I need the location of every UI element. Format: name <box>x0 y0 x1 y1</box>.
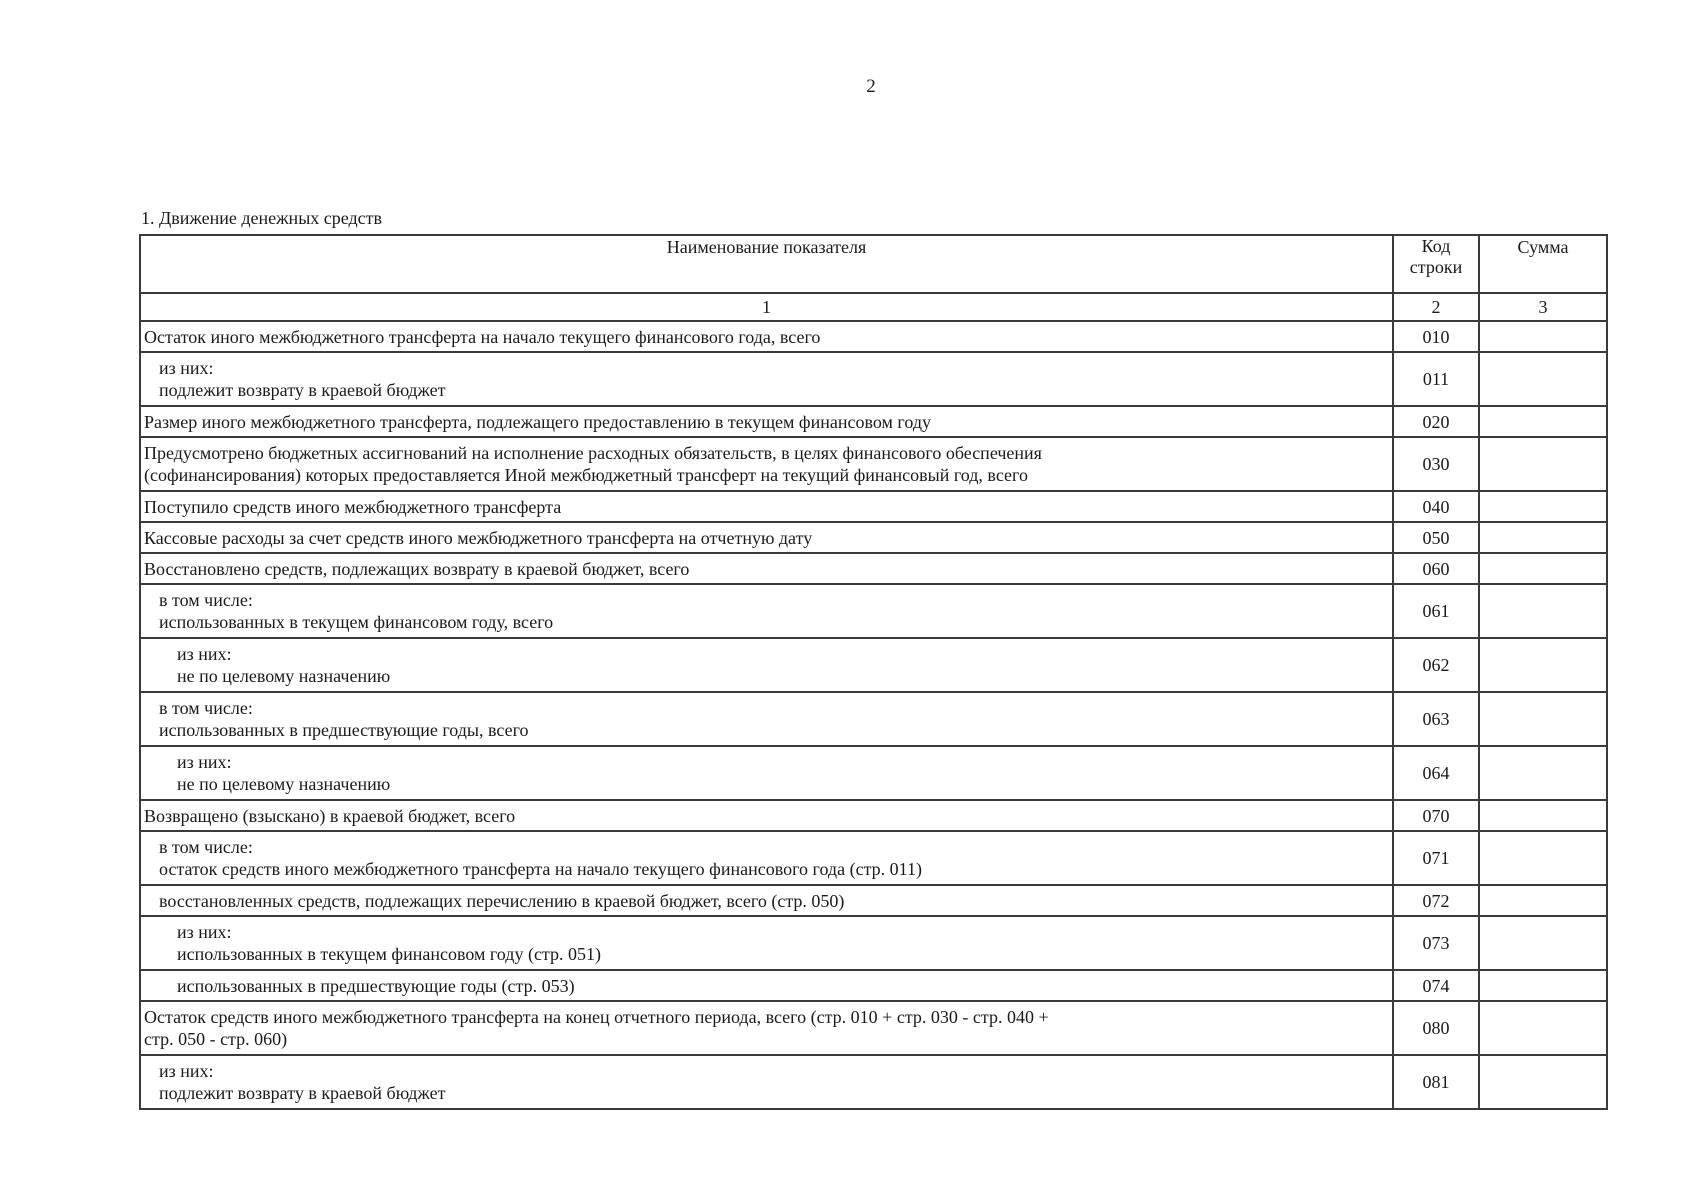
table-row <box>140 916 1607 970</box>
row-code: 073 <box>1393 916 1479 970</box>
row-code: 063 <box>1393 692 1479 746</box>
table-row <box>140 352 1607 406</box>
row-code: 070 <box>1393 800 1479 831</box>
table-row <box>140 1001 1607 1055</box>
row-label: из них: подлежит возврату в краевой бюджет <box>140 1055 1393 1109</box>
row-sum-cell[interactable] <box>1479 522 1607 553</box>
table-row <box>140 553 1607 584</box>
row-sum-cell[interactable] <box>1479 321 1607 352</box>
row-sum-cell[interactable] <box>1479 406 1607 437</box>
row-code: 011 <box>1393 352 1479 406</box>
row-sum-cell[interactable] <box>1479 352 1607 406</box>
row-sum-cell[interactable] <box>1479 437 1607 491</box>
row-sum-cell[interactable] <box>1479 746 1607 800</box>
table-row <box>140 692 1607 746</box>
row-code: 071 <box>1393 831 1479 885</box>
table-row <box>140 970 1607 1001</box>
table-row <box>140 406 1607 437</box>
row-code: 074 <box>1393 970 1479 1001</box>
row-label: Остаток средств иного межбюджетного трансферта на конец отчетного периода, всего (стр. 010 + стр. 030 - стр. 040 + стр. 050 - стр. 060) <box>140 1001 1393 1055</box>
section-title: 1. Движение денежных средств <box>141 208 383 228</box>
table-row <box>140 800 1607 831</box>
row-label: Предусмотрено бюджетных ассигнований на исполнение расходных обязательств, в целях финансового обеспечения (софинансирования) которых предоставляется Иной межбюджетный трансферт на текущий финансовый год, всего <box>140 437 1393 491</box>
row-label: Кассовые расходы за счет средств иного межбюджетного трансферта на отчетную дату <box>140 522 1393 553</box>
row-code: 064 <box>1393 746 1479 800</box>
row-label: в том числе: использованных в текущем финансовом году, всего <box>140 584 1393 638</box>
row-sum-cell[interactable] <box>1479 916 1607 970</box>
row-sum-cell[interactable] <box>1479 491 1607 522</box>
row-label: из них: подлежит возврату в краевой бюджет <box>140 352 1393 406</box>
row-label: Восстановлено средств, подлежащих возврату в краевой бюджет, всего <box>140 553 1393 584</box>
row-label: Остаток иного межбюджетного трансферта на начало текущего финансового года, всего <box>140 321 1393 352</box>
table-row <box>140 321 1607 352</box>
row-code: 080 <box>1393 1001 1479 1055</box>
row-sum-cell[interactable] <box>1479 970 1607 1001</box>
row-sum-cell[interactable] <box>1479 831 1607 885</box>
row-code: 040 <box>1393 491 1479 522</box>
table-row <box>140 522 1607 553</box>
table-row <box>140 437 1607 491</box>
row-sum-cell[interactable] <box>1479 638 1607 692</box>
row-code: 020 <box>1393 406 1479 437</box>
row-sum-cell[interactable] <box>1479 584 1607 638</box>
column-number-2: 2 <box>1393 293 1479 321</box>
column-number-3: 3 <box>1479 293 1607 321</box>
row-sum-cell[interactable] <box>1479 692 1607 746</box>
row-sum-cell[interactable] <box>1479 885 1607 916</box>
column-number-1: 1 <box>140 293 1393 321</box>
row-code: 030 <box>1393 437 1479 491</box>
header-sum: Сумма <box>1479 235 1607 293</box>
table-row <box>140 746 1607 800</box>
header-indicator-name: Наименование показателя <box>140 235 1393 293</box>
row-sum-cell[interactable] <box>1479 553 1607 584</box>
row-code: 050 <box>1393 522 1479 553</box>
row-label: в том числе: использованных в предшествующие годы, всего <box>140 692 1393 746</box>
table-row <box>140 491 1607 522</box>
row-code: 061 <box>1393 584 1479 638</box>
header-row-code: Код строки <box>1393 235 1479 293</box>
row-sum-cell[interactable] <box>1479 1001 1607 1055</box>
row-label: из них: не по целевому назначению <box>140 638 1393 692</box>
row-code: 060 <box>1393 553 1479 584</box>
row-label: из них: использованных в текущем финансовом году (стр. 051) <box>140 916 1393 970</box>
row-label: восстановленных средств, подлежащих перечислению в краевой бюджет, всего (стр. 050) <box>140 885 1393 916</box>
row-label: использованных в предшествующие годы (стр. 053) <box>140 970 1393 1001</box>
table-row <box>140 885 1607 916</box>
row-code: 010 <box>1393 321 1479 352</box>
row-label: из них: не по целевому назначению <box>140 746 1393 800</box>
cash-flow-table <box>139 234 1608 1110</box>
row-code: 081 <box>1393 1055 1479 1109</box>
row-code: 072 <box>1393 885 1479 916</box>
table-row <box>140 831 1607 885</box>
row-sum-cell[interactable] <box>1479 800 1607 831</box>
table-row <box>140 1055 1607 1109</box>
row-label: Размер иного межбюджетного трансферта, подлежащего предоставлению в текущем финансовом году <box>140 406 1393 437</box>
row-label: Поступило средств иного межбюджетного трансферта <box>140 491 1393 522</box>
row-label: Возвращено (взыскано) в краевой бюджет, всего <box>140 800 1393 831</box>
row-sum-cell[interactable] <box>1479 1055 1607 1109</box>
page-number: 2 <box>866 76 876 97</box>
row-label: в том числе: остаток средств иного межбюджетного трансферта на начало текущего финансового года (стр. 011) <box>140 831 1393 885</box>
table-row <box>140 584 1607 638</box>
table-row <box>140 638 1607 692</box>
row-code: 062 <box>1393 638 1479 692</box>
